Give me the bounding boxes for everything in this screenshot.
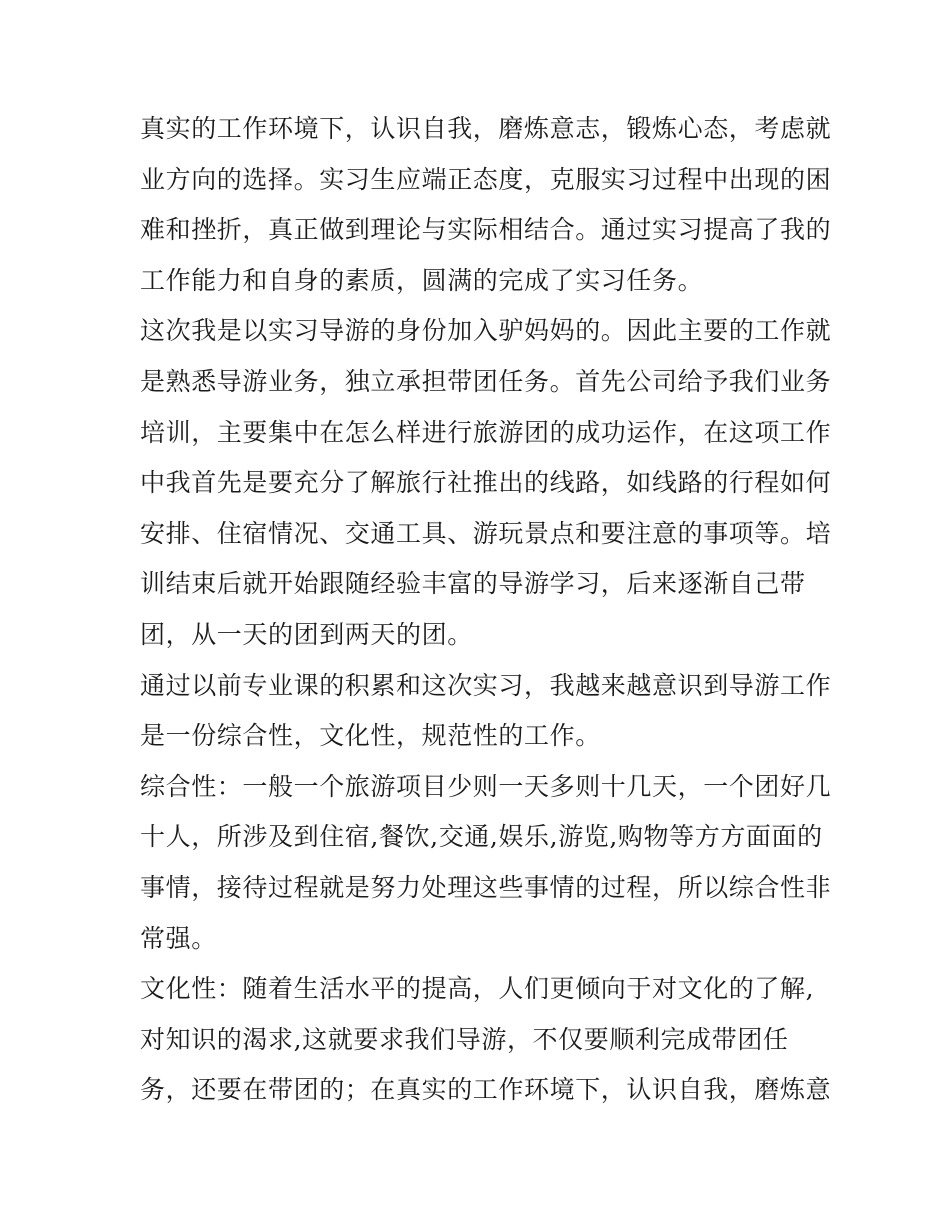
- text-line: 团，从一天的团到两天的团。: [140, 619, 473, 649]
- text-line: 这次我是以实习导游的身份加入驴妈妈的。因此主要的工作就: [140, 316, 832, 346]
- text-line: 对知识的渴求,这就要求我们导游，不仅要顺利完成带团任: [140, 1024, 789, 1054]
- text-line: 训结束后就开始跟随经验丰富的导游学习，后来逐渐自己带: [140, 569, 806, 599]
- text-line: 常强。: [140, 923, 217, 953]
- text-line: 安排、住宿情况、交通工具、游玩景点和要注意的事项等。培: [140, 518, 832, 548]
- text-line: 难和挫折，真正做到理论与实际相结合。通过实习提高了我的: [140, 215, 832, 245]
- text-line: 十人，所涉及到住宿,餐饮,交通,娱乐,游览,购物等方方面面的: [140, 822, 823, 852]
- text-line: 中我首先是要充分了解旅行社推出的线路，如线路的行程如何: [140, 468, 832, 498]
- text-line: 真实的工作环境下，认识自我，磨炼意志，锻炼心态，考虑就: [140, 114, 832, 143]
- text-line: 是一份综合性，文化性，规范性的工作。: [140, 721, 601, 751]
- text-line: 务，还要在带团的；在真实的工作环境下，认识自我，磨炼意: [140, 1075, 832, 1105]
- document-body: [140, 104, 832, 1116]
- text-line: 是熟悉导游业务，独立承担带团任务。首先公司给予我们业务: [140, 366, 832, 396]
- text-line: 培训，主要集中在怎么样进行旅游团的成功运作，在这项工作: [140, 417, 832, 447]
- text-line: 工作能力和自身的素质，圆满的完成了实习任务。: [140, 265, 704, 295]
- text-line: 综合性：一般一个旅游项目少则一天多则十几天，一个团好几: [140, 771, 832, 801]
- text-line: 文化性：随着生活水平的提高，人们更倾向于对文化的了解,: [140, 974, 815, 1004]
- text-line: 事情，接待过程就是努力处理这些事情的过程，所以综合性非: [140, 872, 832, 902]
- text-line: 业方向的选择。实习生应端正态度，克服实习过程中出现的困: [140, 164, 832, 194]
- text-line: 通过以前专业课的积累和这次实习，我越来越意识到导游工作: [140, 670, 832, 700]
